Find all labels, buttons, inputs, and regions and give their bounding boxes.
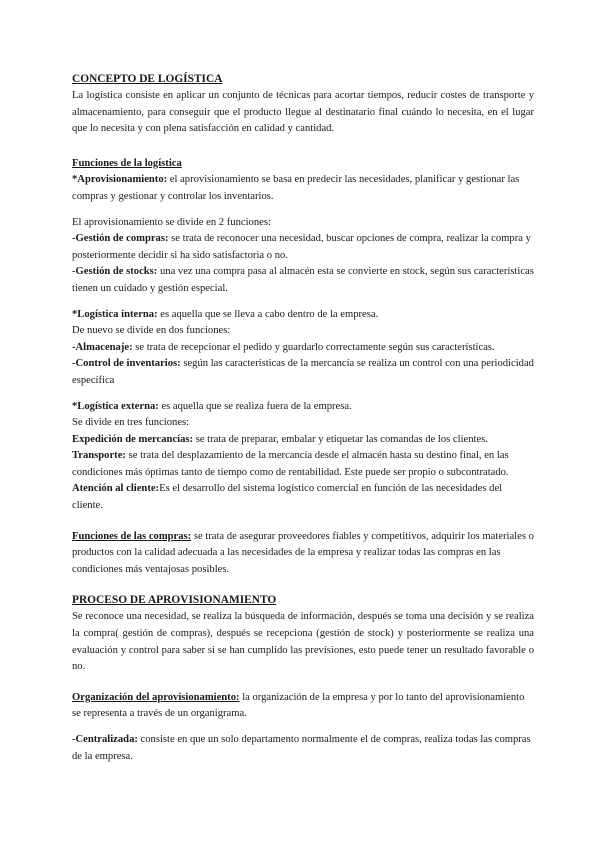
externa-block <box>72 399 534 515</box>
stocks-label: -Gestión de stocks: <box>72 266 158 278</box>
aprov-division-text: El aprovisionamiento se divide en 2 funciones: <box>72 216 271 228</box>
funciones-block <box>72 156 534 206</box>
expedicion-text: se trata de preparar, embalar y etiquetar las comandas de los clientes. <box>193 433 488 445</box>
atencion-label: Atención al cliente: <box>72 483 160 495</box>
interna-text: es aquella que se lleva a cabo dentro de la empresa. <box>157 308 379 320</box>
compras-heading: Funciones de las compras: <box>72 530 192 542</box>
centralizada-block <box>72 732 534 765</box>
compras-paragraph: se trata de asegurar proveedores fiables y competitivos, adquirir los materiales o productos con la calidad adecuada a las necesidades de la empresa y realizar todas las compras en las condiciones más ventajosas posibles. <box>72 530 534 575</box>
aprov-division-block <box>72 215 534 298</box>
almacenaje-label: -Almacenaje: <box>72 341 133 353</box>
compras-block <box>72 529 534 579</box>
aprov-text: el aprovisionamiento se basa en predecir las necesidades, planificar y gestionar las compras y gestionar y controlar los inventarios. <box>72 174 520 202</box>
aprov-label: *Aprovisionamiento: <box>72 174 168 186</box>
expedicion-label: Expedición de mercancías: <box>72 433 194 445</box>
control-text: según las características de la mercancía se realiza un control con una periodicidad específica <box>72 358 534 386</box>
compras-label: -Gestión de compras: <box>72 233 169 245</box>
transporte-label: Transporte: <box>72 450 126 462</box>
atencion-text: Es el desarrollo del sistema logístico comercial en función de las necesidades del cliente. <box>72 483 503 512</box>
externa-division-text: Se divide en tres funciones: <box>72 417 190 429</box>
proceso-paragraph: Se reconoce una necesidad, se realiza la búsqueda de información, después se toma una decisión y se realiza la compra( gestión de compras), después se recepciona (gestión de stock) y posteriormente se realiza una evaluación y control para saber si se han cumplido las previsiones, esto puede tener un resultado favorable o no. <box>72 611 534 673</box>
organizacion-text: la organización de la empresa y por lo tanto del aprovisionamiento se representa a través de un organigrama. <box>72 691 525 720</box>
organizacion-block <box>72 690 534 723</box>
transporte-text: se trata del desplazamiento de la mercancía desde el almacén hasta su destino final, en las condiciones más óptimas tanto de tiempo como de rentabilidad. Este puede ser propio o subcontratado. <box>72 450 509 478</box>
compras-text: se trata de reconocer una necesidad, buscar opciones de compra, realizar la compra y posteriormente decidir si ha sido satisfactoria o no. <box>72 233 531 261</box>
interna-block <box>72 307 534 390</box>
stocks-text: una vez una compra pasa al almacén esta se convierte en stock, según sus características tienen un cuidado y gestión especial. <box>72 266 534 294</box>
control-label: -Control de inventarios: <box>72 358 181 370</box>
intro-paragraph: La logística consiste en aplicar un conjunto de técnicas para acortar tiempos, reducir costes de transporte y almacenamiento, para conseguir que el producto llegue al destinatario final cuándo lo necesita, en el lugar que lo necesita y con plena satisfacción en calidad y cantidad. <box>72 90 534 135</box>
organizacion-heading: Organización del aprovisionamiento: <box>72 691 240 703</box>
page-title: CONCEPTO DE LOGÍSTICA <box>72 73 223 85</box>
funciones-heading: Funciones de la logística <box>72 157 182 169</box>
almacenaje-text: se trata de recepcionar el pedido y guardarlo correctamente según sus características. <box>132 341 495 353</box>
externa-label: *Logística externa: <box>72 400 159 412</box>
interna-label: *Logística interna: <box>72 308 158 320</box>
centralizada-label: -Centralizada: <box>72 734 138 745</box>
centralizada-text: consiste en que un solo departamento normalmente el de compras, realiza todas las compras de la empresa. <box>72 734 531 762</box>
interna-division-text: De nuevo se divide en dos funciones: <box>72 325 231 337</box>
externa-text: es aquella que se realiza fuera de la empresa. <box>158 400 352 412</box>
proceso-heading: PROCESO DE APROVISIONAMIENTO <box>72 594 277 607</box>
